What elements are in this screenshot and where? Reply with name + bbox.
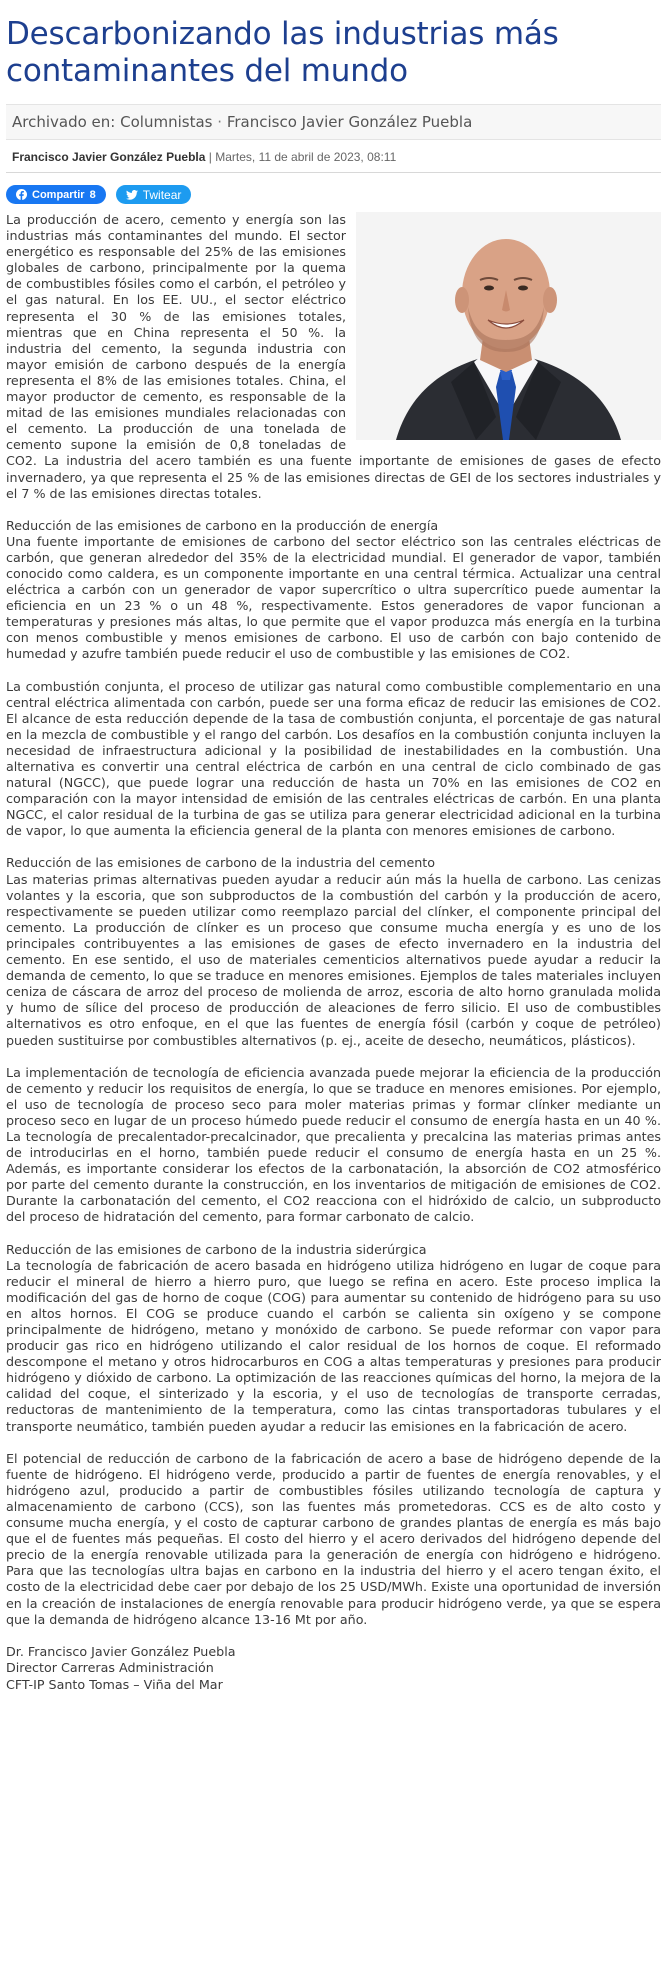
- signature-name: Dr. Francisco Javier González Puebla: [6, 1643, 236, 1659]
- article-paragraph: La producción de acero, cemento y energía son las industrias más contaminantes del mundo. El sector energético es responsable del 25% de las emisiones globales de carbono, principalmente por la quema de combustibles fósiles como el carbón, el petróleo y el gas natural. En los EE. UU., el sector eléctrico representa el 30 % de las emisiones totales, mientras que en China representa el 50 %. la industria del cemento, la segunda industria con mayor emisión de carbono después de la energía representa el 8% de las emisiones totales. China, el mayor productor de cemento, es responsable de la mitad de las emisiones mundiales relacionadas con el cemento. La producción de una tonelada de cemento supone la emisión de 0,8 toneladas de CO2. La industria del acero también es una fuente importante de emisiones de gases de efecto invernadero, ya que representa el 25 % de las emisiones directas de GEI de los sectores industriales y el 7 % de las emisiones directas totales.: [6, 212, 661, 501]
- share-row: [6, 173, 661, 212]
- article-paragraph: Reducción de las emisiones de carbono de la industria del cemento Las materias primas alternativas pueden ayudar a reducir aún más la huella de carbono. Las cenizas volantes y la escoria, que son subproductos de la combustión del carbón y la producción de acero, respectivamente se pueden utilizar como reemplazo parcial del clínker, el componente principal del cemento. La producción de clínker es un proceso que consume mucha energía y es uno de los principales contribuyentes a las emisiones de gases de efecto invernadero en la industria del cemento. En ese sentido, el uso de materiales cementicios alternativos puede ayudar a reducir la demanda de cemento, lo que se traduce en menores emisiones. Ejemplos de tales materiales incluyen ceniza de cáscara de arroz del proceso de molienda de arroz, escoria de alto horno granulada molida y humo de sílice del proceso de producción de aleaciones de ferro silicio. El uso de combustibles alternativos es otro enfoque, en el que las fuentes de energía fósil (carbón y coque de petróleo) pueden sustituirse por combustibles alternativos (p. ej., aceite de desecho, neumáticos, plásticos).: [6, 855, 661, 1048]
- article-paragraph: La implementación de tecnología de eficiencia avanzada puede mejorar la eficiencia de la producción de cemento y reducir los requisitos de energía, lo que se traduce en menores emisiones. Por ejemplo, el uso de tecnología de proceso seco para moler materias primas y formar clínker mediante un proceso seco en lugar de un proceso húmedo puede reducir el consumo de energía hasta en un 40 %. La tecnología de precalentador-precalcinador, que precalienta y precalcina las materias primas antes de introducirlas en el horno, también puede reducir el consumo de energía hasta en un 25 %. Además, es importante considerar los efectos de la carbonatación, la absorción de CO2 atmosférico por parte del cemento durante la construcción, en los inventarios de mitigación de emisiones de CO2. Durante la carbonatación del cemento, el CO2 reacciona con el hidróxido de calcio, un subproducto del proceso de hidratación del cemento, para formar carbonato de calcio.: [6, 1064, 661, 1225]
- article-paragraph: El potencial de reducción de carbono de la fabricación de acero a base de hidrógeno depende de la fuente de hidrógeno. El hidrógeno verde, producido a partir de fuentes de energía renovables, y el hidrógeno azul, producido a partir de combustibles fósiles utilizando tecnología de captura y almacenamiento de carbono (CCS), son las fuentes más prometedoras. CCS es de alto costo y consume mucha energía, y el costo de capturar carbono de grandes plantas de energía es más bajo que el de fuentes más pequeñas. El costo del hierro y el acero derivados del hidrógeno depende del precio de la energía renovable utilizada para la generación de energía con hidrógeno e hidrógeno. Para que las tecnologías ultra bajas en carbono en la industria del hierro y el acero tengan éxito, el costo de la electricidad debe caer por debajo de los 25 USD/MWh. Existe una oportunidad de inversión en la creación de instalaciones de energía renovable para producir hidrógeno verde, ya que se espera que la demanda de hidrógeno alcance 13-16 Mt por año.: [6, 1450, 661, 1627]
- signature-institution: CFT-IP Santo Tomas – Viña del Mar: [6, 1676, 223, 1692]
- archive-bar: [6, 104, 661, 140]
- twitter-share-button[interactable]: [116, 185, 192, 204]
- article-paragraph: Reducción de las emisiones de carbono en la producción de energía Una fuente importante de emisiones de carbono del sector eléctrico son las centrales eléctricas de carbón, que generan alrededor del 35% de la electricidad mundial. El generador de vapor, también conocido como caldera, es un componente importante en una central térmica. Actualizar una central eléctrica a carbón con un generador de vapor supercrítico o ultra supercrítico puede aumentar la eficiencia en un 23 % o un 48 %, respectivamente. Estos generadores de vapor funcionan a temperaturas y presiones más altas, lo que permite que el vapor produzca más energía en la turbina con menos combustible y menos emisiones de carbono. El uso de carbón con bajo contenido de humedad y azufre también puede reducir el uso de combustible y las emisiones de CO2.: [6, 517, 661, 662]
- signature-block: [6, 1644, 661, 1694]
- author-photo: [356, 212, 661, 440]
- category-link[interactable]: Columnistas: [120, 113, 213, 131]
- byline-author[interactable]: Francisco Javier González Puebla: [12, 150, 206, 164]
- facebook-share-count: 8: [89, 188, 96, 201]
- archive-separator: ·: [217, 113, 223, 131]
- signature-role: Director Carreras Administración: [6, 1660, 214, 1676]
- facebook-icon: [16, 189, 27, 200]
- byline-separator: |: [208, 150, 212, 164]
- article-paragraph: Reducción de las emisiones de carbono de la industria siderúrgica La tecnología de fabricación de acero basada en hidrógeno utiliza hidrógeno en lugar de coque para reducir el mineral de hierro a hierro puro, que luego se refina en acero. Este proceso implica la modificación del gas de horno de coque (COG) para aumentar su contenido de hidrógeno para su uso en altos hornos. El COG se produce cuando el carbón se calienta sin oxígeno y se compone principalmente de hidrógeno, metano y monóxido de carbono. Se puede reformar con vapor para producir gas rico en hidrógeno utilizando el calor residual de los hornos de coque. El reformado descompone el metano y otros hidrocarburos en COG a altas temperaturas y presiones para producir hidrógeno y dióxido de carbono. La optimización de las reacciones químicas del horno, la mejora de la calidad del coque, el sinterizado y la escoria, y el uso de tecnologías de transporte cerradas, reductoras de mantenimiento de la temperatura, como las cintas transportadoras tubulares y el transporte neumático, también pueden ayudar a reducir las emisiones en la fabricación de acero.: [6, 1241, 661, 1434]
- twitter-bird-icon: [126, 190, 138, 200]
- byline: [6, 140, 661, 173]
- page-title: Descarbonizando las industrias más contaminantes del mundo: [6, 16, 559, 89]
- twitter-share-label: Twitear: [142, 187, 182, 202]
- article-paragraph: La combustión conjunta, el proceso de utilizar gas natural como combustible complementario en una central eléctrica alimentada con carbón, puede ser una forma eficaz de reducir las emisiones de CO2. El alcance de esta reducción depende de la tasa de combustión conjunta, el porcentaje de gas natural en la mezcla de combustible y el rango del carbón. Los desafíos en la combustión conjunta incluyen la necesidad de infraestructura adicional y la posibilidad de inestabilidades en la combustión. Una alternativa es convertir una central eléctrica de carbón en una central de ciclo combinado de gas natural (NGCC), que puede lograr una reducción de hasta un 70% en las emisiones de CO2 en comparación con la mayor intensidad de emisión de las centrales eléctricas de carbón. En una planta NGCC, el calor residual de la turbina de gas se utiliza para generar electricidad adicional en la turbina de vapor, lo que aumenta la eficiencia general de la planta con menores emisiones de carbono.: [6, 678, 661, 839]
- byline-date: Martes, 11 de abril de 2023, 08:11: [215, 150, 397, 164]
- facebook-share-button[interactable]: [6, 185, 106, 204]
- facebook-share-label: Compartir: [32, 188, 85, 201]
- article-body: [6, 212, 661, 1693]
- archive-prefix: Archivado en:: [12, 113, 116, 131]
- author-tag-link[interactable]: Francisco Javier González Puebla: [226, 113, 473, 131]
